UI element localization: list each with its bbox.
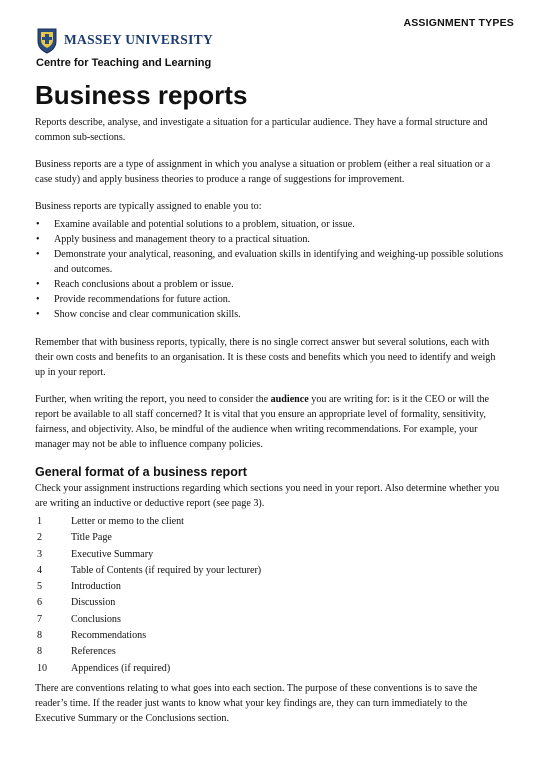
list-item	[35, 530, 507, 546]
list-item: • Demonstrate your analytical, reasoning, and evaluation skills in identifying and weighing-up possible solutions and outcomes.	[35, 247, 507, 277]
list-item	[35, 612, 507, 628]
list-item	[35, 628, 507, 644]
item-label: Title Page	[71, 532, 112, 544]
audience-text-before: Further, when writing the report, you need to consider the	[35, 394, 271, 405]
list-item	[35, 661, 507, 677]
conventions-paragraph: There are conventions relating to what goes into each section. The purpose of these conventions is to save the reader’s time. If the reader just wants to know what your key findings are, they can turn immediately to the Executive Summary or the Conclusions section.	[35, 682, 478, 724]
centre-name: Centre for Teaching and Learning	[36, 57, 212, 69]
section-heading: General format of a business report	[35, 465, 247, 479]
document-body	[35, 115, 507, 738]
item-label: Appendices (if required)	[71, 662, 171, 674]
list-item	[35, 644, 507, 660]
list-item: • Provide recommendations for future action.	[35, 292, 507, 307]
crest-icon	[36, 26, 58, 54]
list-item	[35, 595, 507, 611]
university-logo	[36, 26, 213, 54]
list-item: • Examine available and potential solutions to a problem, situation, or issue.	[35, 217, 507, 232]
item-label: Table of Contents (if required by your lecturer)	[71, 564, 262, 576]
item-label: Introduction	[71, 581, 121, 593]
list-item: • Show concise and clear communication skills.	[35, 307, 507, 322]
item-number: 5	[37, 581, 43, 593]
item-number: 3	[37, 548, 43, 560]
item-number: 10	[37, 662, 48, 674]
item-number: 7	[37, 613, 43, 625]
purpose-list	[35, 217, 507, 322]
list-item	[35, 579, 507, 595]
purpose-lead: Business reports are typically assigned to enable you to:	[35, 201, 262, 212]
intro-paragraph: Reports describe, analyse, and investigate a situation for a particular audience. They have a formal structure and common sub-sections.	[35, 117, 488, 143]
audience-emphasis: audience	[270, 394, 309, 405]
format-intro: Check your assignment instructions regarding which sections you need in your report. Also determine whether you are writing an inductive or deductive report (see page 3).	[35, 483, 500, 509]
item-number: 1	[37, 516, 43, 527]
page-title: Business reports	[35, 80, 248, 110]
solutions-paragraph: Remember that with business reports, typically, there is no single correct answer but several solutions, each with their own costs and benefits to an organisation. It is these costs and benefits which you need to identify and weigh up in your report.	[35, 337, 496, 378]
list-item	[35, 547, 507, 563]
item-number: 8	[37, 630, 43, 642]
university-name: MASSEY UNIVERSITY	[64, 32, 214, 47]
list-item: • Reach conclusions about a problem or issue.	[35, 277, 507, 292]
item-number: 2	[37, 532, 43, 544]
list-item	[35, 563, 507, 579]
item-number: 4	[37, 564, 43, 576]
list-item	[35, 514, 507, 530]
item-label: Letter or memo to the client	[71, 516, 184, 527]
item-label: Recommendations	[71, 630, 147, 642]
item-label: References	[71, 646, 116, 658]
definition-paragraph: Business reports are a type of assignment in which you analyse a situation or problem (either a real situation or a case study) and apply business theories to produce a range of suggestions for improvement.	[35, 159, 491, 185]
audience-text-after: you are writing for: is it the CEO or will the report be available to all staff concerned? It is vital that you ensure an appropriate level of formality, sensitivity, fairness, and objectivity. Also, be mindful of the audience when writing recommendations. For example, your manager may not be able to influence company policies.	[35, 394, 490, 450]
list-item: • Apply business and management theory to a practical situation.	[35, 232, 507, 247]
item-label: Discussion	[71, 597, 116, 609]
item-label: Executive Summary	[71, 548, 154, 560]
section-tag: ASSIGNMENT TYPES	[403, 17, 514, 29]
item-number: 8	[37, 646, 43, 658]
audience-paragraph	[35, 392, 507, 452]
item-label: Conclusions	[71, 613, 121, 625]
item-number: 6	[37, 597, 43, 609]
report-sections-list	[35, 514, 507, 677]
